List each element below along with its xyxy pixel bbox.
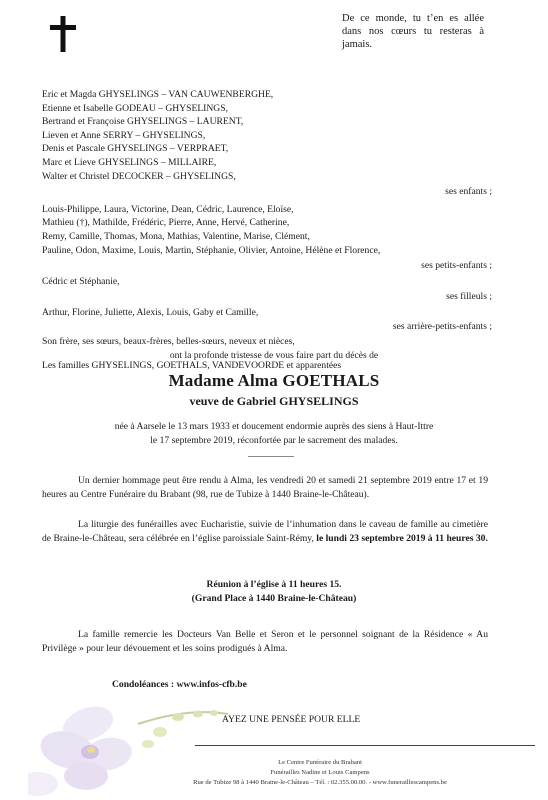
godchildren-role: ses filleuls ; (446, 291, 492, 303)
liturgy-date: le lundi 23 septembre 2019 à 11 heures 30. (316, 532, 488, 544)
epigraph: De ce monde, tu t’en es allée dans nos cœurs tu resteras à jamais. (342, 13, 484, 50)
grandchild-line: Remy, Camille, Thomas, Mona, Mathias, Valentine, Marise, Clément, (42, 230, 310, 242)
liturgy-text: La liturgie des funérailles avec Eucharistie, suivie de l’inhumation dans le caveau de famille au cimetière de Braine-le-Château, sera célébrée en l’église paroissiale Saint-Rémy, (42, 519, 488, 544)
hommage-paragraph: Un dernier hommage peut être rendu à Alma, les vendredi 20 et samedi 21 septembre 2019 entre 17 et 19 heures au Centre Funéraire du Brabant (98, rue de Tubize à 1440 Braine-le-Château). (42, 475, 488, 500)
footer-line-2: Funérailles Nadine et Louis Campens (270, 769, 370, 776)
grandchildren-role: ses petits-enfants ; (421, 260, 492, 272)
reunion-line-1: Réunion à l’église à 11 heures 15. (206, 579, 342, 590)
siblings: Son frère, ses sœurs, beaux-frères, belles-sœurs, neveux et nièces, (42, 336, 295, 348)
thanks-paragraph: La famille remercie les Docteurs Van Belle et Seron et le personnel soignant de la Résidence « Au Privilège » pour leur dévouement et les soins prodigués à Alma. (42, 629, 488, 654)
great-grandchildren-role: ses arrière-petits-enfants ; (392, 320, 492, 332)
child-line: Bertrand et Françoise GHYSELINGS – LAURENT, (42, 116, 244, 128)
families: Les familles GHYSELINGS, GOETHALS, VANDEVOORDE et apparentées (42, 359, 342, 371)
announcement: ont la profonde tristesse de vous faire part du décès de (169, 350, 379, 361)
deceased-name: Madame Alma GOETHALS (168, 371, 380, 390)
child-line: Denis et Pascale GHYSELINGS – VERPRAET, (42, 143, 229, 155)
great-grandchildren: Arthur, Florine, Juliette, Alexis, Louis, Gaby et Camille, (42, 306, 259, 318)
deceased-subtitle: veuve de Gabriel GHYSELINGS (189, 394, 359, 408)
birth-death-line-2: le 17 septembre 2019, réconfortée par le sacrement des malades. (150, 435, 398, 446)
child-line: Lieven et Anne SERRY – GHYSELINGS, (42, 129, 206, 141)
family-list (42, 88, 492, 372)
reunion-line-2: (Grand Place à 1440 Braine-le-Château) (191, 593, 357, 604)
grandchild-line: Louis-Philippe, Laura, Victorine, Dean, Cédric, Laurence, Eloïse, (42, 203, 294, 215)
grandchild-line: Pauline, Odon, Maxime, Louis, Martin, Stéphanie, Olivier, Antoine, Hélène et Florence, (42, 244, 381, 256)
children-role: ses enfants ; (445, 186, 492, 198)
liturgy-paragraph (42, 518, 488, 545)
footer-divider (195, 745, 535, 746)
birth-death-line-1: née à Aarsele le 13 mars 1933 et doucement endormie auprès des siens à Haut-Ittre (114, 421, 434, 432)
footer-line-3: Rue de Tubize 98 à 1440 Braine-le-Château – Tél. : 02.355.00.00. - www.funeraillescampens.be (193, 779, 447, 786)
closing-line: AYEZ UNE PENSÉE POUR ELLE (222, 714, 361, 725)
child-line: Walter et Christel DECOCKER – GHYSELINGS, (42, 170, 236, 182)
child-line: Marc et Lieve GHYSELINGS – MILLAIRE, (42, 156, 217, 168)
grandchild-line: Mathieu (†), Mathilde, Frédéric, Pierre, Anne, Hervé, Catherine, (42, 217, 290, 229)
child-line: Eric et Magda GHYSELINGS – VAN CAUWENBERGHE, (42, 89, 274, 100)
child-line: Etienne et Isabelle GODEAU – GHYSELINGS, (42, 102, 228, 114)
footer-line-1: Le Centre Funéraire du Brabant (278, 759, 362, 766)
latin-cross-icon (50, 16, 76, 52)
condolences: Condoléances : www.infos-cfb.be (112, 679, 247, 690)
godchildren: Cédric et Stéphanie, (42, 275, 120, 287)
separator-rule (248, 456, 294, 457)
